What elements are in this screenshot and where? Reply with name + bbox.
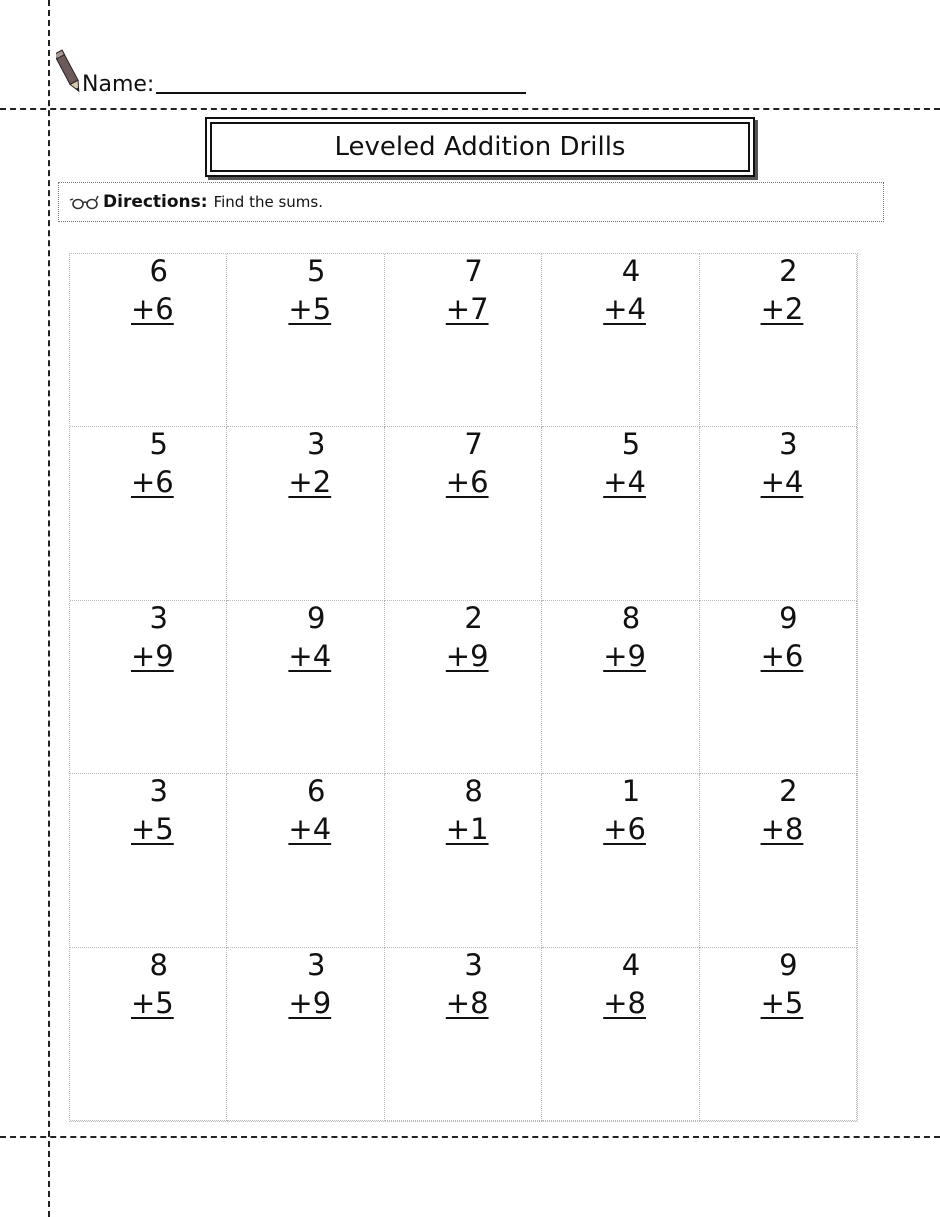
addition-problem [445, 947, 489, 1023]
problem-cell[interactable] [227, 601, 384, 774]
bottom-addend: +9 [131, 638, 174, 673]
directions-label: Directions: [103, 192, 208, 212]
bottom-addend: +6 [603, 812, 646, 847]
glasses-icon [69, 193, 99, 211]
addition-problem [131, 947, 174, 1023]
problem-cell[interactable] [385, 774, 542, 947]
problem-cell[interactable] [700, 948, 857, 1121]
top-addend: 4 [621, 947, 641, 982]
top-addend: 4 [621, 254, 641, 288]
top-addend: 3 [149, 600, 168, 635]
bottom-addend: +2 [288, 465, 332, 500]
problem-cell[interactable] [542, 427, 699, 600]
problem-cell[interactable] [70, 601, 227, 774]
problem-grid [69, 253, 858, 1122]
addition-problem [760, 600, 804, 676]
bottom-addend: +9 [603, 638, 646, 673]
page-title: Leveled Addition Drills [210, 122, 750, 172]
addition-problem [131, 600, 174, 676]
addition-problem [603, 600, 646, 676]
addition-problem [760, 427, 804, 502]
vertical-guide-line [48, 0, 50, 1217]
top-addend: 8 [621, 600, 641, 635]
problem-cell[interactable] [385, 948, 542, 1121]
problem-cell[interactable] [227, 948, 384, 1121]
problem-cell[interactable] [70, 774, 227, 947]
bottom-addend: +6 [131, 465, 174, 500]
problem-cell[interactable] [542, 601, 699, 774]
problem-cell[interactable] [542, 254, 699, 427]
top-addend: 2 [779, 254, 798, 288]
bottom-addend: +8 [760, 812, 804, 847]
addition-problem [288, 254, 332, 329]
addition-problem [131, 254, 174, 329]
problem-cell[interactable] [227, 254, 384, 427]
top-addend: 3 [306, 947, 326, 982]
problem-cell[interactable] [70, 427, 227, 600]
addition-problem [603, 427, 646, 502]
bottom-addend: +9 [445, 638, 489, 673]
addition-problem [445, 254, 489, 329]
bottom-addend: +2 [760, 292, 804, 326]
top-guide-line [0, 108, 940, 110]
addition-problem [131, 774, 174, 849]
bottom-addend: +6 [131, 292, 174, 326]
top-addend: 8 [464, 774, 483, 809]
bottom-addend: +6 [445, 465, 489, 500]
top-addend: 3 [306, 427, 326, 462]
bottom-addend: +5 [288, 292, 332, 326]
addition-problem [288, 947, 332, 1023]
directions-text: Find the sums. [213, 193, 323, 211]
top-addend: 9 [779, 947, 798, 982]
problem-cell[interactable] [700, 774, 857, 947]
top-addend: 6 [149, 254, 168, 288]
bottom-guide-line [0, 1136, 940, 1138]
bottom-addend: +1 [445, 812, 489, 847]
bottom-addend: +4 [760, 465, 804, 500]
addition-problem [603, 774, 646, 849]
addition-problem [760, 254, 804, 329]
bottom-addend: +8 [445, 985, 489, 1020]
addition-problem [288, 774, 332, 849]
top-addend: 1 [621, 774, 641, 809]
top-addend: 6 [306, 774, 326, 809]
problem-cell[interactable] [700, 427, 857, 600]
top-addend: 5 [149, 427, 168, 462]
addition-problem [445, 427, 489, 502]
bottom-addend: +5 [131, 812, 174, 847]
problem-cell[interactable] [227, 774, 384, 947]
top-addend: 2 [779, 774, 798, 809]
addition-problem [445, 600, 489, 676]
top-addend: 3 [149, 774, 168, 809]
top-addend: 7 [464, 254, 483, 288]
top-addend: 9 [306, 600, 326, 635]
problem-cell[interactable] [700, 254, 857, 427]
name-row [56, 40, 526, 100]
bottom-addend: +4 [288, 812, 332, 847]
problem-cell[interactable] [542, 774, 699, 947]
title-box [205, 117, 755, 177]
bottom-addend: +4 [603, 465, 646, 500]
problem-cell[interactable] [385, 601, 542, 774]
problem-cell[interactable] [70, 254, 227, 427]
top-addend: 2 [464, 600, 483, 635]
top-addend: 5 [306, 254, 326, 288]
top-addend: 5 [621, 427, 641, 462]
bottom-addend: +9 [288, 985, 332, 1020]
name-label: Name: [82, 72, 155, 97]
addition-problem [603, 947, 646, 1023]
problem-cell[interactable] [227, 427, 384, 600]
bottom-addend: +4 [288, 638, 332, 673]
problem-cell[interactable] [542, 948, 699, 1121]
problem-cell[interactable] [700, 601, 857, 774]
addition-problem [445, 774, 489, 849]
pencil-icon [56, 46, 80, 98]
bottom-addend: +5 [760, 985, 804, 1020]
addition-problem [131, 427, 174, 502]
bottom-addend: +5 [131, 985, 174, 1020]
top-addend: 8 [149, 947, 168, 982]
top-addend: 3 [464, 947, 483, 982]
top-addend: 3 [779, 427, 798, 462]
problem-cell[interactable] [70, 948, 227, 1121]
directions-box [58, 182, 884, 222]
addition-problem [760, 947, 804, 1023]
name-line[interactable] [156, 92, 526, 94]
bottom-addend: +6 [760, 638, 804, 673]
addition-problem [288, 600, 332, 676]
bottom-addend: +8 [603, 985, 646, 1020]
problem-cell[interactable] [385, 254, 542, 427]
bottom-addend: +4 [603, 292, 646, 326]
addition-problem [603, 254, 646, 329]
bottom-addend: +7 [445, 292, 489, 326]
problem-cell[interactable] [385, 427, 542, 600]
top-addend: 7 [464, 427, 483, 462]
addition-problem [760, 774, 804, 849]
addition-problem [288, 427, 332, 502]
top-addend: 9 [779, 600, 798, 635]
